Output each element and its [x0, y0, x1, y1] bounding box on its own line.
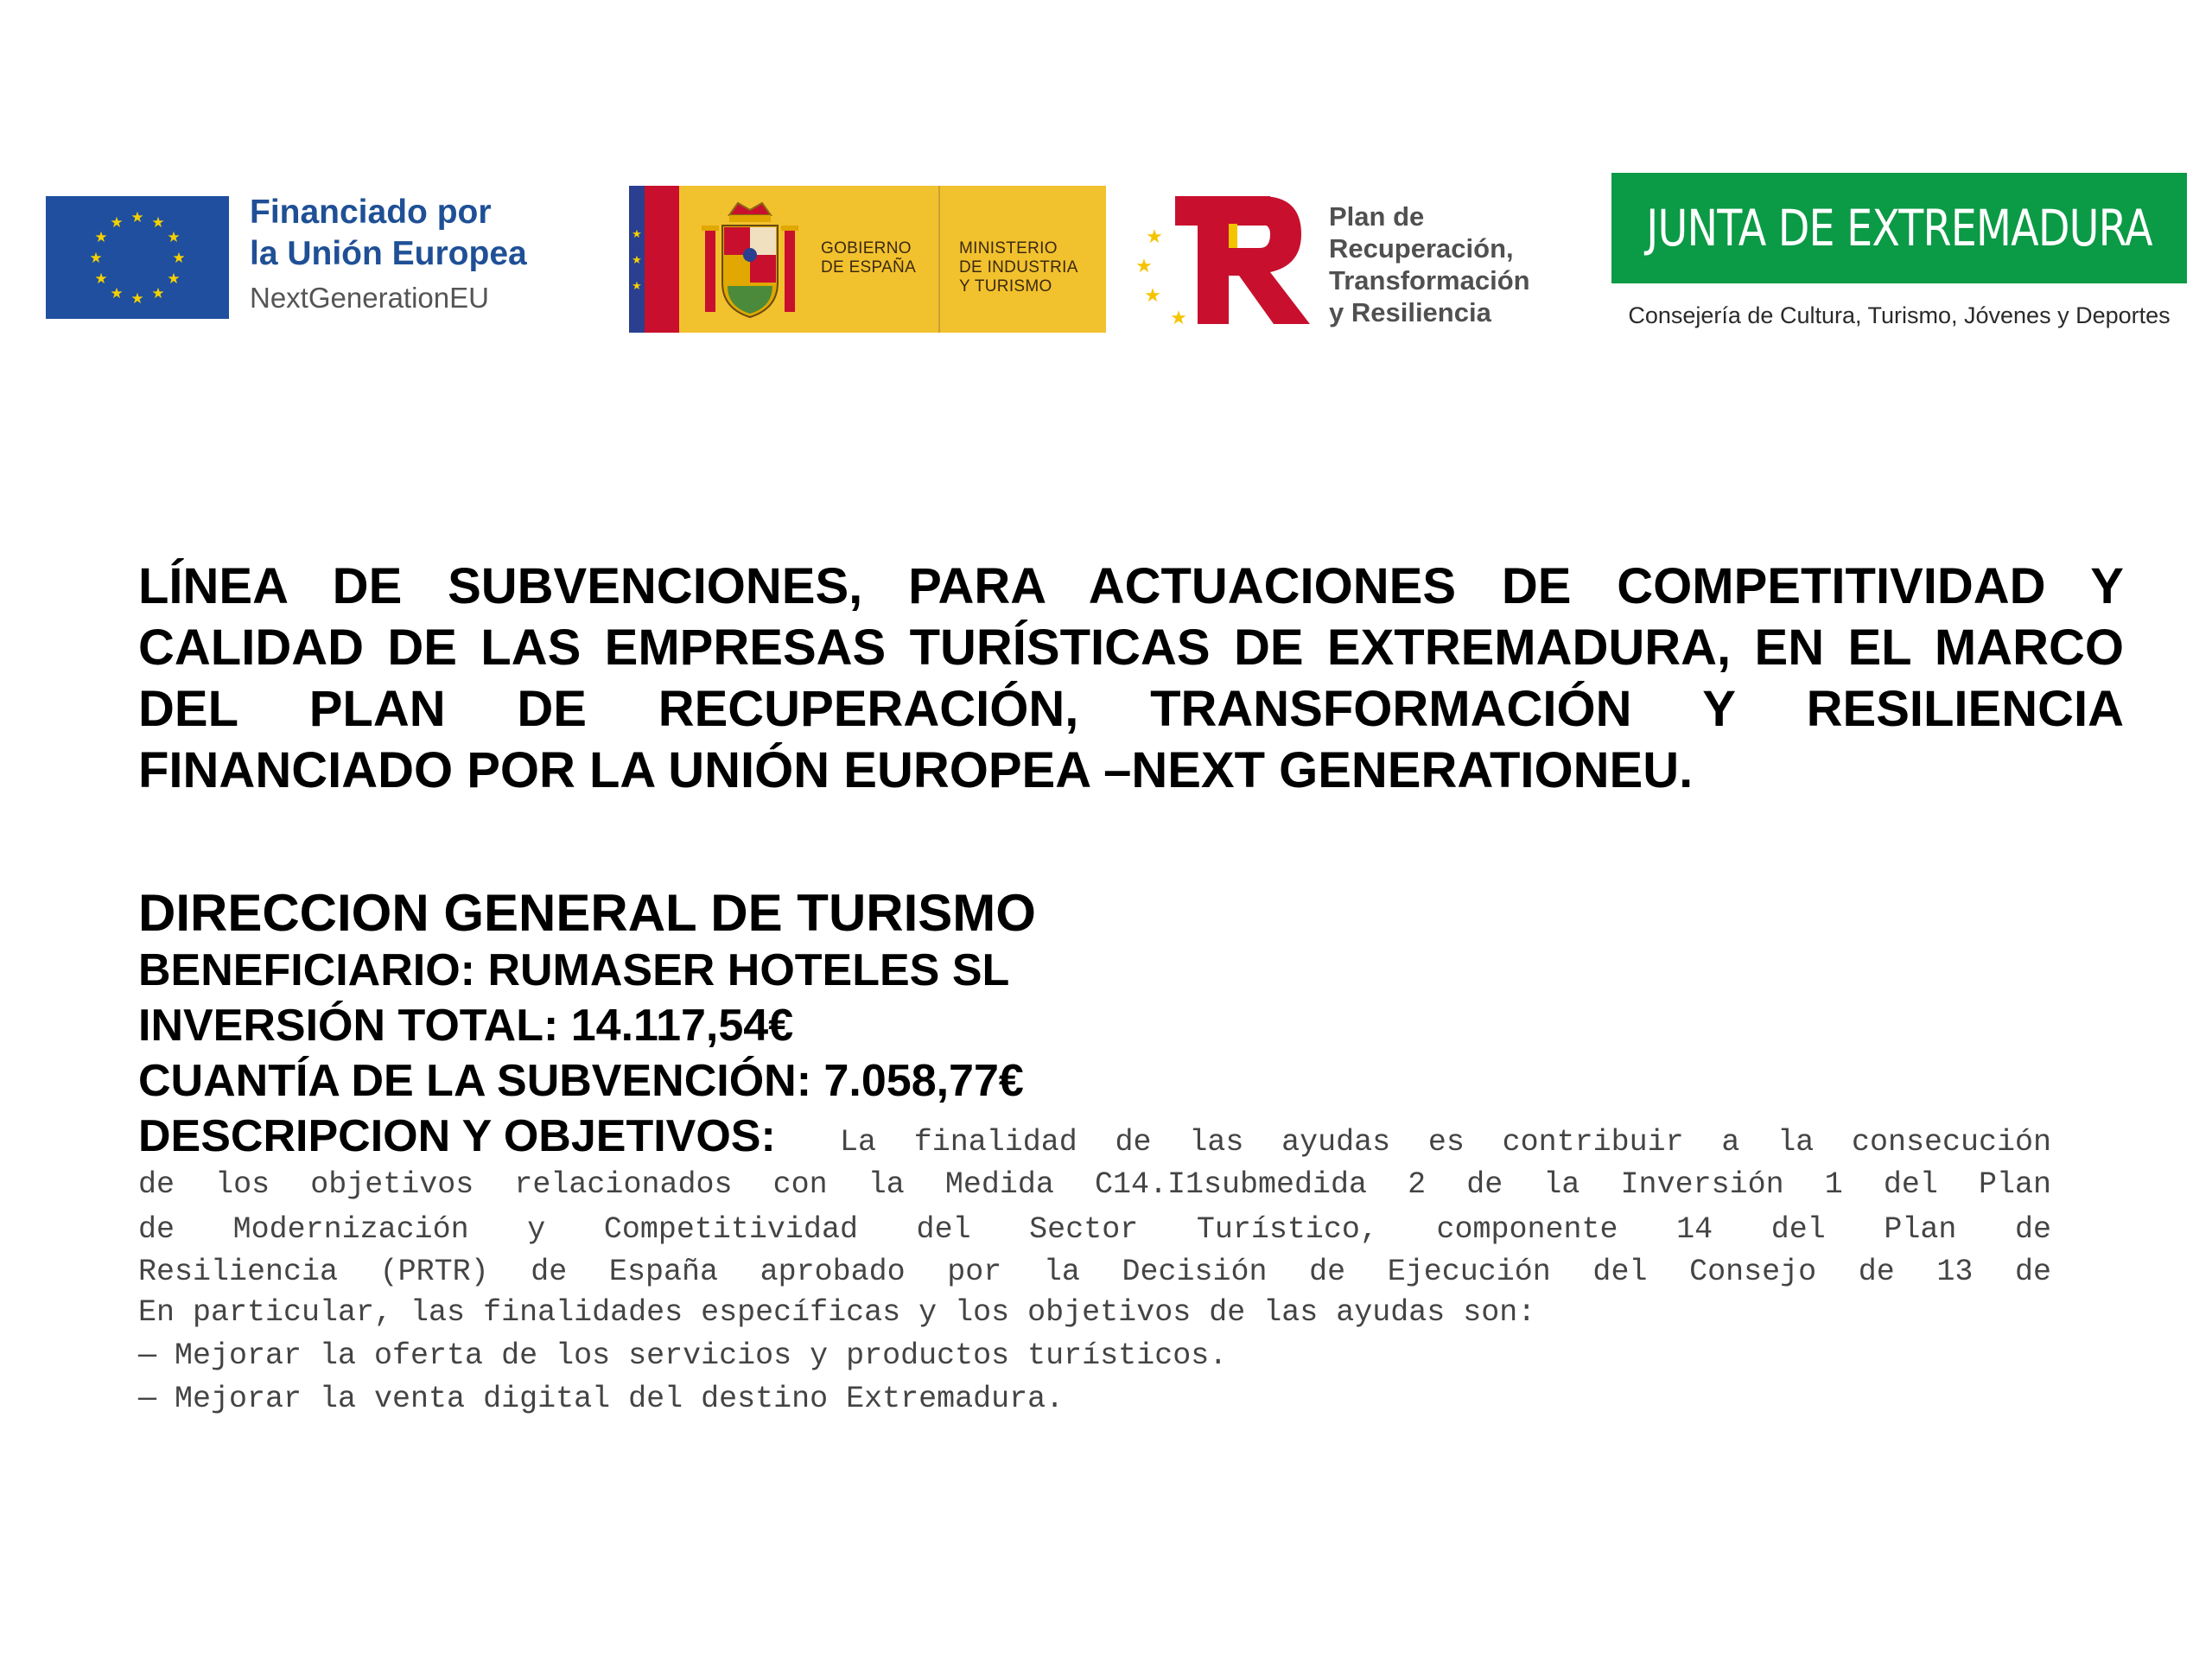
junta-green-band — [1611, 173, 2187, 283]
description-line-1: La finalidad de las ayudas es contribuir a la consecución — [840, 1125, 2051, 1160]
eu-logo-text-line1: Financiado por — [250, 194, 492, 231]
gobierno-espana-text: GOBIERNO DE ESPAÑA — [821, 239, 917, 276]
description-line-4: Resiliencia (PRTR) de España aprobado por la Decisión de Ejecución del Consejo de 13 de — [138, 1255, 2051, 1289]
ministerio-industria-turismo-text: MINISTERIO DE INDUSTRIA Y TURISMO — [959, 239, 1078, 296]
svg-text:★: ★ — [632, 254, 642, 267]
eu-nextgeneration-logo — [46, 192, 564, 323]
svg-text:★: ★ — [94, 270, 108, 288]
eu-flag-icon — [46, 196, 229, 319]
svg-text:★: ★ — [130, 290, 144, 308]
prtr-text-line1: Plan de — [1329, 201, 1425, 232]
svg-text:★: ★ — [167, 229, 181, 246]
description-line-2: de los objetivos relacionados con la Medida C14.I1submedida 2 de la Inversión 1 del Plan — [138, 1167, 2051, 1202]
description-line-5: En particular, las finalidades específicas y los objetivos de las ayudas son: — [138, 1295, 1536, 1330]
prtr-text-line2: Recuperación, — [1329, 233, 1514, 264]
gobierno-divider — [938, 186, 940, 333]
eu-logo-text-line3: NextGenerationEU — [250, 282, 489, 314]
coat-of-arms-icon — [698, 196, 802, 324]
cuantia-subvencion-line: CUANTÍA DE LA SUBVENCIÓN: 7.058,77€ — [138, 1056, 1024, 1106]
junta-extremadura-logo — [1611, 173, 2187, 341]
junta-title: JUNTA DE EXTREMADURA — [1646, 199, 2152, 257]
eu-logo-text-line2: la Unión Europea — [250, 235, 527, 272]
plan-recuperacion-logo — [1132, 186, 1564, 334]
svg-text:★: ★ — [151, 285, 165, 302]
title-line-1: LÍNEA DE SUBVENCIONES, PARA ACTUACIONES DE COMPETITIVIDAD Y — [138, 558, 2124, 614]
svg-text:★: ★ — [1144, 285, 1161, 307]
direccion-heading: DIRECCION GENERAL DE TURISMO — [138, 884, 1036, 942]
svg-text:★: ★ — [172, 250, 186, 267]
description-line-3: de Modernización y Competitividad del Sector Turístico, componente 14 del Plan de — [138, 1212, 2051, 1247]
title-line-3: DEL PLAN DE RECUPERACIÓN, TRANSFORMACIÓN Y RESILIENCIA — [138, 681, 2124, 737]
prtr-text-line3: Transformación — [1329, 265, 1530, 296]
inversion-total-line: INVERSIÓN TOTAL: 14.117,54€ — [138, 1001, 794, 1051]
objective-list-item-1: — Mejorar la oferta de los servicios y productos turísticos. — [138, 1338, 1228, 1373]
title-line-2: CALIDAD DE LAS EMPRESAS TURÍSTICAS DE EXTREMADURA, EN EL MARCO — [138, 620, 2124, 676]
objective-list-item-2: — Mejorar la venta digital del destino Extremadura. — [138, 1382, 1065, 1416]
svg-text:★: ★ — [1146, 226, 1163, 248]
spain-flag-stripe-icon — [629, 186, 679, 333]
svg-text:★: ★ — [1135, 256, 1153, 277]
svg-text:★: ★ — [130, 209, 144, 226]
svg-text:★: ★ — [1170, 308, 1187, 329]
svg-text:★: ★ — [167, 270, 181, 288]
gobierno-espana-logo — [629, 186, 1106, 333]
svg-text:★: ★ — [632, 228, 642, 241]
subvencion-title — [138, 556, 2124, 801]
descripcion-objetivos-label: DESCRIPCION Y OBJETIVOS: — [138, 1111, 776, 1161]
svg-text:★: ★ — [151, 214, 165, 232]
title-line-4: FINANCIADO POR LA UNIÓN EUROPEA –NEXT GENERATIONEU. — [138, 742, 1694, 798]
svg-text:★: ★ — [94, 229, 108, 246]
svg-text:★: ★ — [110, 214, 124, 232]
junta-consejeria-subtitle: Consejería de Cultura, Turismo, Jóvenes y Deportes — [1628, 302, 2171, 328]
svg-text:★: ★ — [632, 280, 642, 293]
beneficiario-line: BENEFICIARIO: RUMASER HOTELES SL — [138, 945, 1010, 995]
prtr-text-line4: y Resiliencia — [1329, 297, 1491, 327]
svg-text:★: ★ — [110, 285, 124, 302]
svg-text:★: ★ — [89, 250, 103, 267]
prtr-tr-mark-icon — [1132, 186, 1313, 334]
